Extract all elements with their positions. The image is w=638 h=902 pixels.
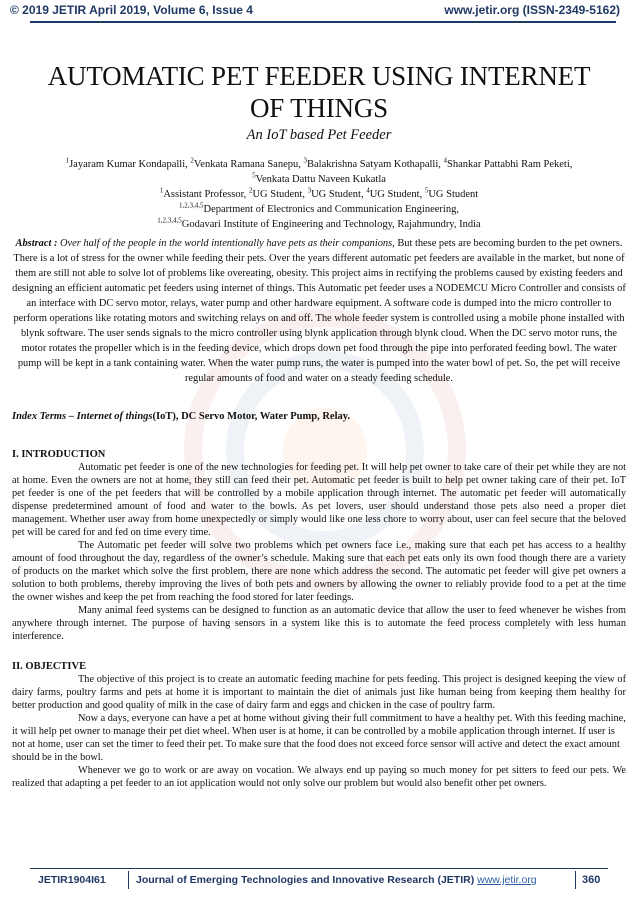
author-sup: 2 [190, 156, 194, 165]
author-name: Venkata Dattu Naveen Kukatla [255, 174, 386, 185]
paper-subtitle: An IoT based Pet Feeder [246, 127, 392, 143]
index-terms-rest: (IoT), DC Servo Motor, Water Pump, Relay. [152, 411, 351, 422]
inst-name: Godavari Institute of Engineering and Technology, Rajahmundry, India [181, 219, 481, 230]
footer-journal-link[interactable]: www.jetir.org [477, 874, 537, 886]
author-name: Balakrishna Satyam Kothapalli, [307, 159, 444, 170]
footer-divider [128, 871, 129, 889]
author-name: Venkata Ramana Sanepu, [193, 159, 304, 170]
author-department [30, 202, 608, 217]
footer-paper-id: JETIR1904I61 [38, 874, 106, 886]
author-sup: 5 [252, 171, 256, 180]
role-sup: 4 [366, 186, 370, 195]
author-roles [30, 187, 608, 202]
role-sup: 1 [159, 186, 164, 195]
section-introduction [12, 448, 626, 643]
author-name: Shankar Pattabhi Ram Peketi, [447, 159, 573, 170]
paragraph: Whenever we go to work or are away on vocation. We always end up paying so much money for pet sitters to feed our pets. We realized that adapting a pet feeder to an iot application would not only solve our problem but would also benefit other pet owners. [12, 765, 626, 789]
page-header [10, 0, 620, 23]
dept-sup: 1,2,3,4,5 [179, 201, 204, 210]
abstract [12, 236, 626, 386]
author-names-2 [30, 172, 608, 187]
role-name: UG Student, [252, 189, 308, 200]
footer-journal-name: Journal of Emerging Technologies and Innovative Research (JETIR) [136, 874, 478, 886]
index-terms [12, 410, 626, 424]
paragraph: The Automatic pet feeder will solve two problems which pet owners face i.e., making sure that each pet has access to a healthy amount of food throughout the day, regardless of the owner’s schedule. Making sure that each pet eats only its own food though there are a variety of products on the market which solve the first problem, there are none which address the second. The automatic pet feeder will give pet owners a solution to both problems, thereby improving the lives of both pets and owners by allowing the owner to reliably provide food to a pet at the time the owner wishes and keep the pet from reaching the food stored for later feedings. [12, 540, 626, 603]
section-heading: I. INTRODUCTION [12, 449, 106, 460]
paragraph: Many animal feed systems can be designed to function as an automatic device that allow the user to feed whenever he wishes from anywhere through internet. The purpose of having sensors in a system like this is to automate the feed process completely with less human interference. [12, 605, 626, 642]
dept-name: Department of Electronics and Communication Engineering, [203, 204, 459, 215]
author-name: Jayaram Kumar Kondapalli, [69, 159, 191, 170]
footer-divider [575, 871, 576, 889]
page-number: 360 [582, 874, 601, 886]
page-footer [30, 868, 608, 889]
index-terms-label: Index Terms – Internet of things [12, 411, 153, 422]
role-name: UG Student, [369, 189, 425, 200]
abstract-label: Abstract : [15, 238, 58, 249]
paragraph: The objective of this project is to create an automatic feeding machine for pets feeding. This project is designed keeping the view of dairy farms, poultry farms and pets at home it is important to maintain the diet of animals just like human being from keeping them healthy for better production and good quality of milk in the case of dairy farm and eggs and chicken in the case of poultry farm. [12, 674, 626, 711]
title-line-1: AUTOMATIC PET FEEDER USING INTERNET [47, 61, 591, 91]
inst-sup: 1,2,3,4,5 [157, 216, 182, 225]
section-objective [12, 660, 626, 790]
role-sup: 2 [248, 186, 253, 195]
author-names [30, 157, 608, 172]
footer-journal [136, 874, 537, 886]
abstract-lead: Over half of the people in the world intentionally have pets as their companions, [57, 238, 395, 249]
paragraph: Now a days, everyone can have a pet at home without giving their full commitment to have a healthy pet. With this feeding machine, it will help pet owner to manage their pet diet wheel. When user is at home, it can be controlled by a mobile application through internet. If user is not at home, user can set the timer to feed their pet. To make sure that the food does not exceed force sensor will active and detect the exact amount should be in the bowl. [12, 713, 626, 763]
header-left: © 2019 JETIR April 2019, Volume 6, Issue 4 [10, 3, 253, 17]
role-name: Assistant Professor, [163, 189, 249, 200]
author-sup: 3 [303, 156, 308, 165]
paper-title [30, 60, 608, 124]
role-sup: 3 [307, 186, 312, 195]
role-sup: 5 [424, 186, 429, 195]
author-institute [30, 217, 608, 232]
role-name: UG Student, [311, 189, 367, 200]
section-heading: II. OBJECTIVE [12, 661, 87, 672]
author-sup: 1 [65, 156, 70, 165]
title-line-2: OF THINGS [250, 93, 388, 123]
author-sup: 4 [443, 156, 447, 165]
paragraph: Automatic pet feeder is one of the new technologies for feeding pet. It will help pet owner to take care of their pet while they are not at home. Even the owners are not at home, they still can feed their pet. Automatic pet feeder is built to help pet owner taking care of their pet. IoT pet feeder is one of the pet feeders that will be controlled by a mobile application through internet. The automatic pet feeder will automatically dispense predetermined amount of food and water to the bowls. As pet lovers, user should understand those pets also need a proper diet management. Whether user away from home unexpectedly or simply would like one less chore to worry about, user can feel secure that the beloved pet will be cared for and fed on time every time. [12, 462, 626, 538]
abstract-text: But these pets are becoming burden to the pet owners. There is a lot of stress for the owner while feeding their pets. Over the years different automatic pet feeders are available in the market, but none of them are still not able to solve lot of problems like overeating, obesity. This project aims in rectifying the problems caused by existing feeders and designing an efficient automatic pet feeders using internet of things. This Automatic pet feeder uses a NODEMCU Micro Controller and consists of an interface with DC servo motor, relays, water pump and other hardware equipment. A software code is dumped into the micro controller to perform operations like rotating motors and switching relays on and off. The whole feeder system is controlled using a mobile phone installed with blynk software. The user sends signals to the micro controller using blynk application through blynk cloud. When the DC servo motor runs, the motor rotates the propeller which is in the feeding device, which drops down pet food through the pipe into perforated feeding bowl. The water pump will be kept in a tank containing water. When the water pump runs, the water is pumped into the water bowl of pet. So, the pet will receive regular amounts of food and water on a steady feeding schedule. [12, 238, 626, 384]
header-right: www.jetir.org (ISSN-2349-5162) [444, 3, 620, 17]
author-block [30, 157, 608, 232]
role-name: UG Student [428, 189, 479, 200]
